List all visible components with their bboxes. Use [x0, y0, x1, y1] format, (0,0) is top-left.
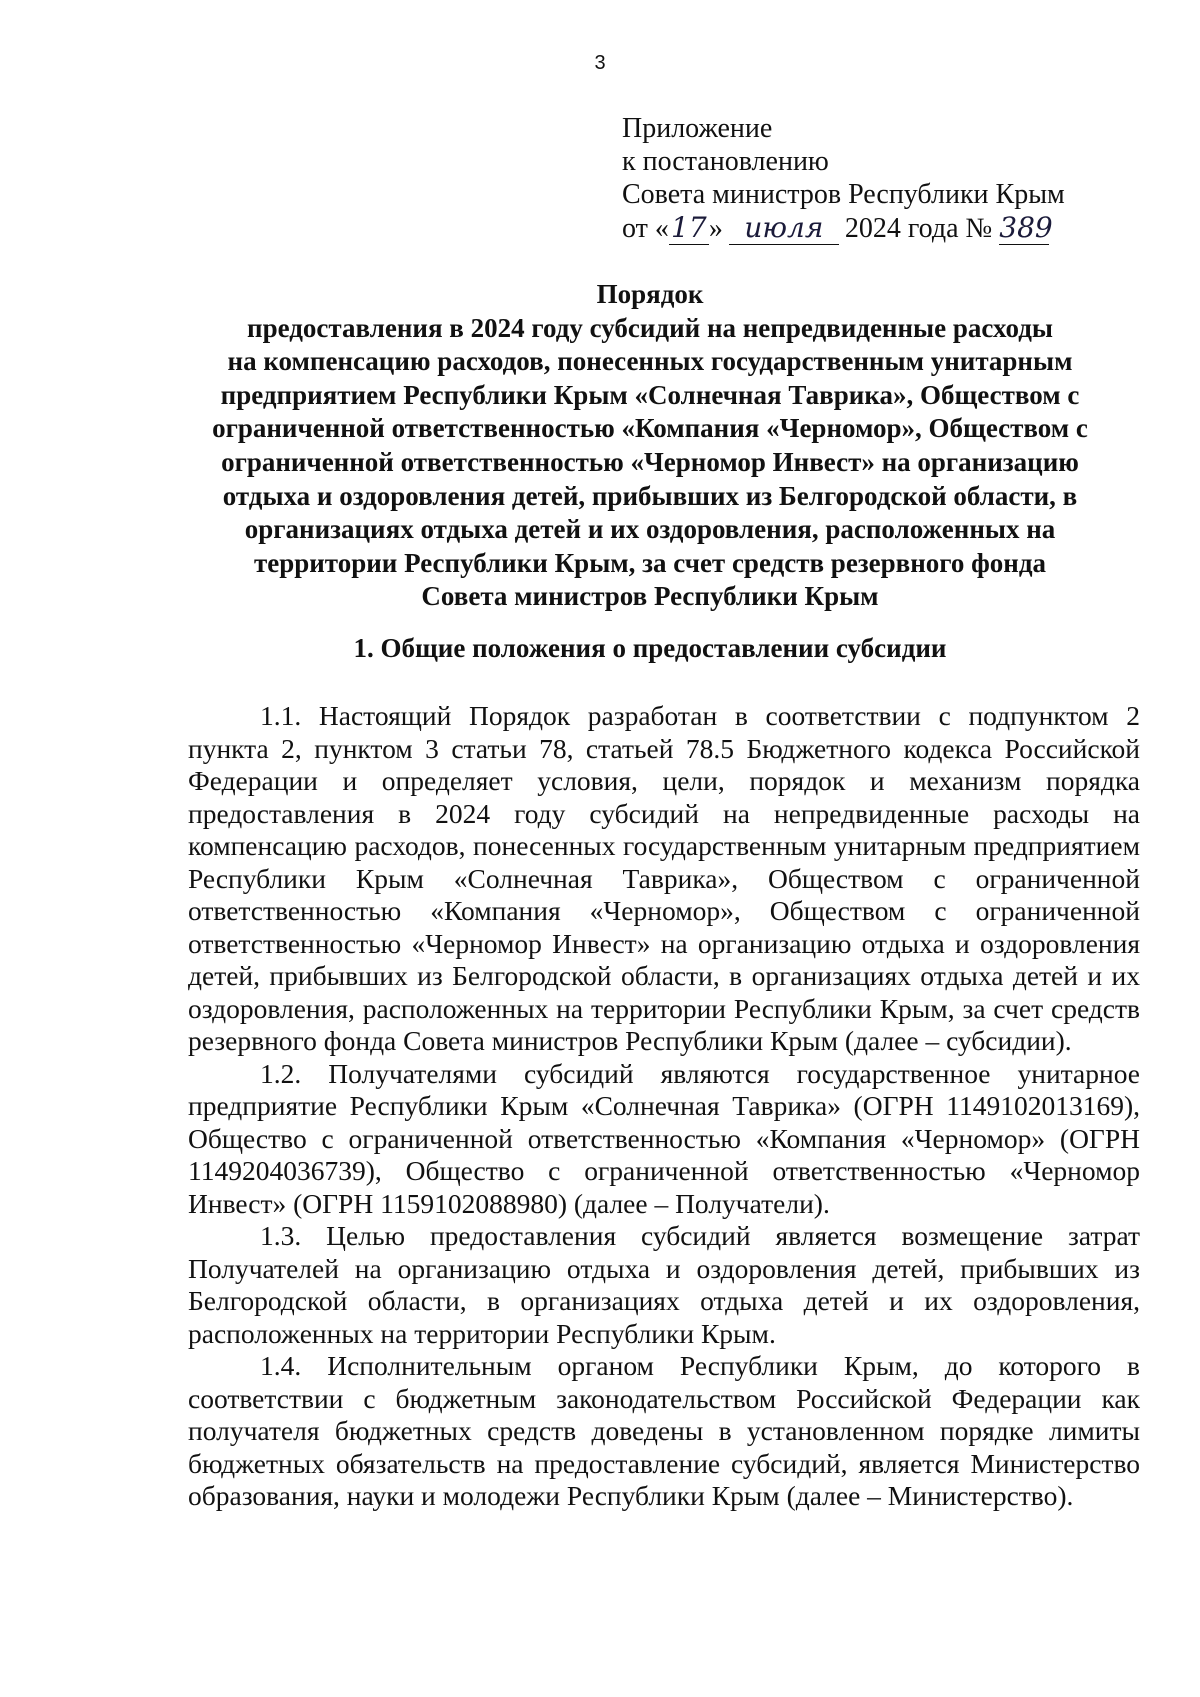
paragraph-1-4: 1.4. Исполнительным органом Республики Крым, до которого в соответствии с бюджетным законодательством Российской Федерации как получателя бюджетных средств доведены в установленном порядке лимиты бюджетных обязательств на предоставление субсидий, является Министерство образования, науки и молодежи Республики Крым (далее – Министерство).	[188, 1350, 1140, 1511]
appendix-label: Приложение	[622, 113, 773, 144]
paragraph-1-3: 1.3. Целью предоставления субсидий является возмещение затрат Получателей на организацию отдыха и оздоровления детей, прибывших из Белгородской области, в организациях отдыха детей и их оздоровления, расположенных на территории Республики Крым.	[188, 1220, 1140, 1349]
handwritten-month: июля	[729, 211, 839, 245]
title-heading: Порядок	[596, 279, 704, 309]
appendix-reference: к постановлению	[622, 146, 829, 177]
title-subtitle: предоставления в 2024 году субсидий на непредвиденные расходы на компенсацию расходов, понесенных государственным унитарным предприятием Республики Крым «Солнечная Таврика», Обществом с ограниченной ответственностью «Компания «Черномор», Обществом с ограниченной ответственностью «Черномор Инвест» на организацию отдыха и оздоровления детей, прибывших из Белгородской области, в организациях отдыха детей и их оздоровления, расположенных на территории Республики Крым, за счет средств резервного фонда Совета министров Республики Крым	[212, 312, 1088, 612]
paragraph-1-1: 1.1. Настоящий Порядок разработан в соответствии с подпунктом 2 пункта 2, пунктом 3 статьи 78, статьей 78.5 Бюджетного кодекса Российской Федерации и определяет условия, цели, порядок и механизм порядка предоставления в 2024 году субсидий на непредвиденные расходы на компенсацию расходов, понесенных государственным унитарным предприятием Республики Крым «Солнечная Таврика», Обществом с ограниченной ответственностью «Компания «Черномор», Обществом с ограниченной ответственностью «Черномор Инвест» на организацию отдыха и оздоровления детей, прибывших из Белгородской области, в организациях отдыха детей и их оздоровления, расположенных на территории Республики Крым, за счет средств резервного фонда Совета министров Республики Крым (далее – субсидии).	[188, 700, 1140, 1056]
document-title	[150, 278, 1150, 614]
handwritten-day: 17	[669, 211, 709, 245]
date-mid: »	[708, 213, 723, 244]
section-heading: 1. Общие положения о предоставлении субсидии	[353, 633, 947, 663]
appendix-issuer: Совета министров Республики Крым	[622, 179, 1065, 210]
page-number: 3	[594, 52, 606, 74]
appendix-date-line	[622, 211, 1065, 245]
handwritten-number: 389	[999, 211, 1053, 244]
year-text: 2024 года №	[844, 213, 993, 244]
date-prefix: от «	[622, 213, 669, 244]
section-body	[188, 700, 1140, 1513]
appendix-block	[622, 112, 1065, 245]
paragraph-1-2: 1.2. Получателями субсидий являются государственное унитарное предприятие Республики Крым «Солнечная Таврика» (ОГРН 1149102013169), Общество с ограниченной ответственностью «Компания «Черномор» (ОГРН 1149204036739), Общество с ограниченной ответственностью «Черномор Инвест» (ОГРН 1159102088980) (далее – Получатели).	[188, 1057, 1140, 1219]
